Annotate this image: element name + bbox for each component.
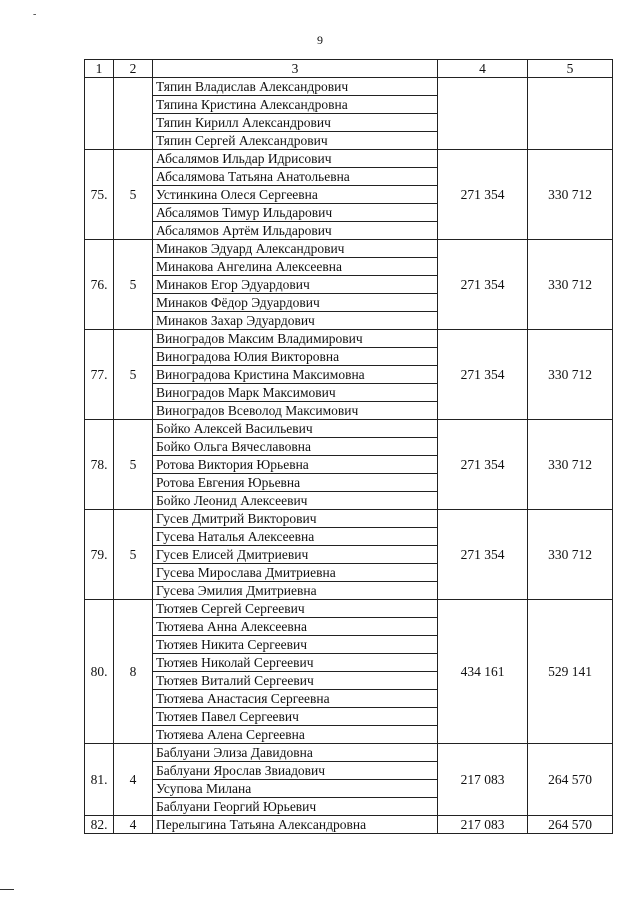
member-name-cell: Минаков Эдуард Александрович xyxy=(153,240,438,258)
header-row xyxy=(85,60,613,78)
amount-col5-cell: 330 712 xyxy=(528,420,613,510)
member-name-cell: Гусева Эмилия Дмитриевна xyxy=(153,582,438,600)
amount-col4-cell: 271 354 xyxy=(438,330,528,420)
member-name-cell: Бойко Алексей Васильевич xyxy=(153,420,438,438)
member-name-cell: Абсалямов Ильдар Идрисович xyxy=(153,150,438,168)
member-count-cell: 5 xyxy=(114,330,153,420)
table-row xyxy=(85,150,613,168)
amount-col5-cell: 529 141 xyxy=(528,600,613,744)
member-name-cell: Баблуани Элиза Давидовна xyxy=(153,744,438,762)
amount-col4-cell: 217 083 xyxy=(438,744,528,816)
member-count-cell: 8 xyxy=(114,600,153,744)
member-name-cell: Абсалямов Артём Ильдарович xyxy=(153,222,438,240)
amount-col4-cell: 271 354 xyxy=(438,150,528,240)
member-count-cell: 5 xyxy=(114,150,153,240)
member-name-cell: Тютяева Алена Сергеевна xyxy=(153,726,438,744)
family-number-cell: 79. xyxy=(85,510,114,600)
table-row xyxy=(85,600,613,618)
amount-col5-cell: 330 712 xyxy=(528,330,613,420)
header-col-2: 2 xyxy=(114,60,153,78)
amount-col5-cell: 330 712 xyxy=(528,240,613,330)
member-name-cell: Виноградова Кристина Максимовна xyxy=(153,366,438,384)
member-name-cell: Тютяев Павел Сергеевич xyxy=(153,708,438,726)
family-number-cell: 75. xyxy=(85,150,114,240)
member-name-cell: Тяпина Кристина Александровна xyxy=(153,96,438,114)
corner-mark: - xyxy=(33,9,37,20)
amount-col4-cell: 434 161 xyxy=(438,600,528,744)
header-col-4: 4 xyxy=(438,60,528,78)
member-name-cell: Ротова Виктория Юрьевна xyxy=(153,456,438,474)
amount-col5-cell: 330 712 xyxy=(528,150,613,240)
table-row xyxy=(85,420,613,438)
family-number-cell: 82. xyxy=(85,816,114,834)
member-name-cell: Минаков Захар Эдуардович xyxy=(153,312,438,330)
member-name-cell: Тютяев Виталий Сергеевич xyxy=(153,672,438,690)
member-name-cell: Тютяева Анна Алексеевна xyxy=(153,618,438,636)
allocation-table xyxy=(84,59,613,834)
family-number-cell: 81. xyxy=(85,744,114,816)
member-name-cell: Тяпин Кирилл Александрович xyxy=(153,114,438,132)
table-row xyxy=(85,816,613,834)
member-name-cell: Гусева Мирослава Дмитриевна xyxy=(153,564,438,582)
table-header xyxy=(85,60,613,78)
member-name-cell: Виноградов Максим Владимирович xyxy=(153,330,438,348)
table-row xyxy=(85,744,613,762)
member-name-cell: Виноградова Юлия Викторовна xyxy=(153,348,438,366)
header-col-3: 3 xyxy=(153,60,438,78)
member-count-cell: 4 xyxy=(114,816,153,834)
member-name-cell: Виноградов Марк Максимович xyxy=(153,384,438,402)
member-name-cell: Баблуани Георгий Юрьевич xyxy=(153,798,438,816)
amount-col4-cell xyxy=(438,78,528,150)
member-name-cell: Тяпин Сергей Александрович xyxy=(153,132,438,150)
member-name-cell: Устинкина Олеся Сергеевна xyxy=(153,186,438,204)
member-name-cell: Тютяев Сергей Сергеевич xyxy=(153,600,438,618)
amount-col4-cell: 217 083 xyxy=(438,816,528,834)
member-name-cell: Ротова Евгения Юрьевна xyxy=(153,474,438,492)
header-col-1: 1 xyxy=(85,60,114,78)
member-name-cell: Гусева Наталья Алексеевна xyxy=(153,528,438,546)
member-count-cell: 5 xyxy=(114,240,153,330)
table-row xyxy=(85,78,613,96)
member-name-cell: Тютяев Николай Сергеевич xyxy=(153,654,438,672)
family-number-cell: 80. xyxy=(85,600,114,744)
member-name-cell: Тяпин Владислав Александрович xyxy=(153,78,438,96)
family-number-cell: 77. xyxy=(85,330,114,420)
member-name-cell: Абсалямов Тимур Ильдарович xyxy=(153,204,438,222)
member-name-cell: Виноградов Всеволод Максимович xyxy=(153,402,438,420)
table-row xyxy=(85,510,613,528)
member-name-cell: Бойко Ольга Вячеславовна xyxy=(153,438,438,456)
amount-col5-cell: 330 712 xyxy=(528,510,613,600)
member-name-cell: Минаков Егор Эдуардович xyxy=(153,276,438,294)
member-name-cell: Гусев Дмитрий Викторович xyxy=(153,510,438,528)
member-name-cell: Бойко Леонид Алексеевич xyxy=(153,492,438,510)
table-row xyxy=(85,330,613,348)
member-name-cell: Тютяева Анастасия Сергеевна xyxy=(153,690,438,708)
family-number-cell: 78. xyxy=(85,420,114,510)
member-name-cell: Абсалямова Татьяна Анатольевна xyxy=(153,168,438,186)
table-body xyxy=(85,78,613,834)
member-count-cell xyxy=(114,78,153,150)
member-name-cell: Баблуани Ярослав Звиадович xyxy=(153,762,438,780)
member-count-cell: 4 xyxy=(114,744,153,816)
amount-col4-cell: 271 354 xyxy=(438,510,528,600)
header-col-5: 5 xyxy=(528,60,613,78)
amount-col5-cell xyxy=(528,78,613,150)
member-name-cell: Гусев Елисей Дмитриевич xyxy=(153,546,438,564)
family-number-cell xyxy=(85,78,114,150)
amount-col5-cell: 264 570 xyxy=(528,816,613,834)
member-name-cell: Усупова Милана xyxy=(153,780,438,798)
amount-col5-cell: 264 570 xyxy=(528,744,613,816)
member-name-cell: Тютяев Никита Сергеевич xyxy=(153,636,438,654)
table-row xyxy=(85,240,613,258)
family-number-cell: 76. xyxy=(85,240,114,330)
amount-col4-cell: 271 354 xyxy=(438,240,528,330)
member-count-cell: 5 xyxy=(114,510,153,600)
page-number: 9 xyxy=(317,33,323,47)
member-name-cell: Минакова Ангелина Алексеевна xyxy=(153,258,438,276)
member-count-cell: 5 xyxy=(114,420,153,510)
amount-col4-cell: 271 354 xyxy=(438,420,528,510)
member-name-cell: Перелыгина Татьяна Александровна xyxy=(153,816,438,834)
member-name-cell: Минаков Фёдор Эдуардович xyxy=(153,294,438,312)
edge-mark xyxy=(0,889,14,890)
